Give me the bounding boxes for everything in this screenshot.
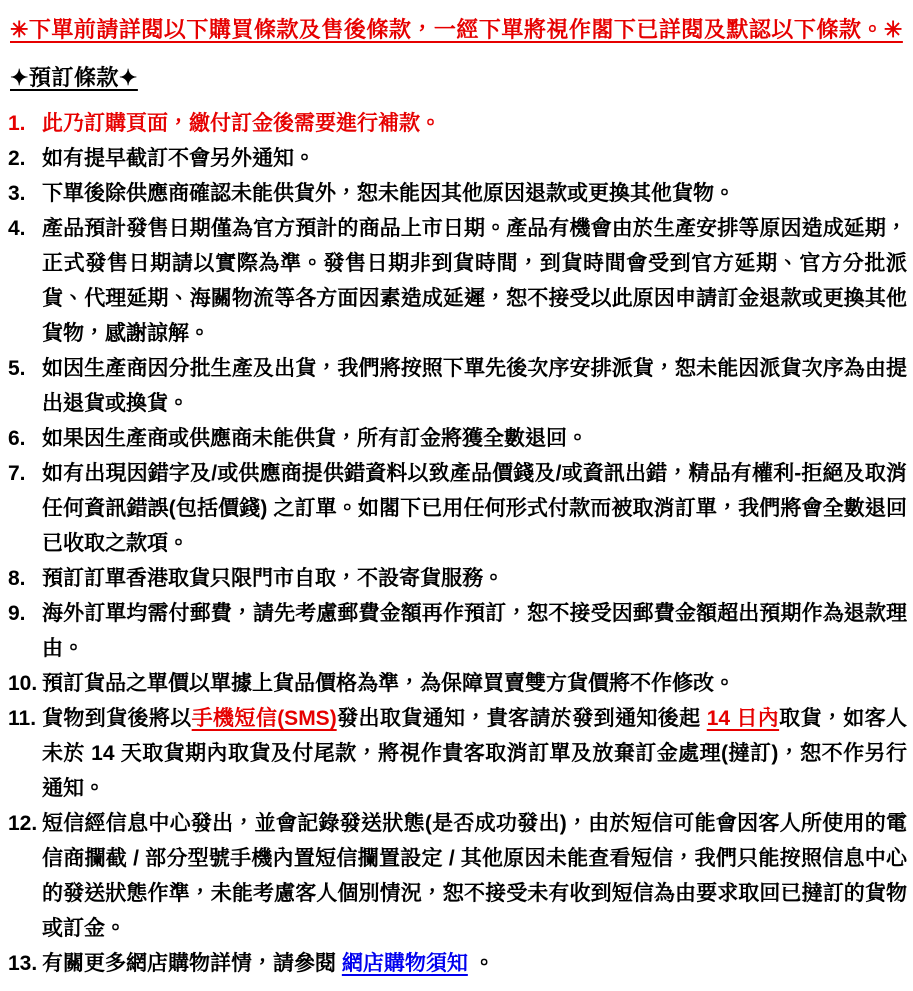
term-text-segment: 產品預計發售日期僅為官方預計的商品上市日期。產品有機會由於生產安排等原因造成延期，正式發售日期請以實際為準。發售日期非到貨時間，到貨時間會受到官方延期、官方分批派貨、代理延期、海關物流等各方面因素造成延遲，恕不接受以此原因申請訂金退款或更換其他貨物，感謝諒解。 [42, 217, 907, 345]
term-item [8, 351, 907, 421]
term-item [8, 141, 907, 176]
term-number: 12. [8, 812, 38, 835]
term-text-segment: 貨物到貨後將以 [42, 707, 192, 730]
term-text [42, 946, 907, 981]
term-number: 13. [8, 952, 38, 975]
term-text [42, 421, 907, 456]
term-text [42, 211, 907, 351]
term-item [8, 806, 907, 946]
term-text-segment: 預訂貨品之單價以單據上貨品價格為準，為保障買賣雙方貨價將不作修改。 [42, 672, 735, 695]
term-text-segment: 有關更多網店購物詳情，請參閱 [42, 952, 342, 975]
term-text-segment: 海外訂單均需付郵費，請先考慮郵費金額再作預訂，恕不接受因郵費金額超出預期作為退款理由。 [42, 602, 907, 660]
section-title-preorder-terms: ✦預訂條款✦ [10, 65, 138, 90]
term-item [8, 421, 907, 456]
term-item [8, 666, 907, 701]
term-number: 4. [8, 217, 26, 240]
term-number: 9. [8, 602, 26, 625]
term-text [42, 176, 907, 211]
term-item [8, 561, 907, 596]
term-text [42, 141, 907, 176]
term-item [8, 211, 907, 351]
term-number: 6. [8, 427, 26, 450]
term-text-segment: 取貨，如客人未於 14 天取貨期內取貨及付尾款，將視作貴客取消訂單及放棄訂金處理(撻訂)，恕不作另行通知。 [42, 707, 907, 800]
term-text [42, 561, 907, 596]
term-text [42, 106, 907, 141]
term-text-segment: 發出取貨通知，貴客請於發到通知後起 [336, 707, 707, 730]
term-number: 2. [8, 147, 26, 170]
term-text-segment: 14 日內 [706, 707, 780, 730]
term-number: 10. [8, 672, 38, 695]
term-text-segment: 下單後除供應商確認未能供貨外，恕未能因其他原因退款或更換其他貨物。 [42, 182, 735, 205]
term-text [42, 456, 907, 561]
term-text-segment: 如因生產商因分批生產及出貨，我們將按照下單先後次序安排派貨，恕未能因派貨次序為由提出退貨或換貨。 [42, 357, 907, 415]
term-text-segment: 預訂訂單香港取貨只限門市自取，不設寄貨服務。 [42, 567, 504, 590]
term-text-segment: 如有出現因錯字及/或供應商提供錯資料以致產品價錢及/或資訊出錯，精品有權利-拒絕及取消任何資訊錯誤(包括價錢) 之訂單。如閣下已用任何形式付款而被取消訂單，我們將會全數退回已收取之款項。 [42, 462, 907, 555]
term-item [8, 176, 907, 211]
term-text [42, 666, 907, 701]
term-text [42, 806, 907, 946]
term-number: 3. [8, 182, 26, 205]
term-text-segment: 此乃訂購頁面，繳付訂金後需要進行補款。 [42, 112, 441, 135]
term-number: 11. [8, 707, 37, 730]
term-item [8, 456, 907, 561]
term-text [42, 701, 907, 806]
term-number: 1. [8, 112, 26, 135]
term-item [8, 596, 907, 666]
terms-list [8, 106, 907, 981]
term-text-segment: 短信經信息中心發出，並會記錄發送狀態(是否成功發出)，由於短信可能會因客人所使用的電信商攔截 / 部分型號手機內置短信攔置設定 / 其他原因未能查看短信，我們只能按照信息中心的發送狀態作準，未能考慮客人個別情況，恕不接受未有收到短信為由要求取回已撻訂的貨物或訂金。 [42, 812, 907, 940]
term-item [8, 701, 907, 806]
term-text-segment: 如果因生產商或供應商未能供貨，所有訂金將獲全數退回。 [42, 427, 588, 450]
term-number: 5. [8, 357, 26, 380]
term-text [42, 351, 907, 421]
term-number: 8. [8, 567, 26, 590]
purchase-warning-banner: ✳下單前請詳閱以下購買條款及售後條款，一經下單將視作閣下已詳閱及默認以下條款。✳ [10, 17, 903, 42]
term-number: 7. [8, 462, 26, 485]
term-text-segment: 。 [467, 952, 495, 975]
term-text-segment: 手機短信(SMS) [191, 707, 337, 730]
term-item [8, 106, 907, 141]
term-text [42, 596, 907, 666]
term-item [8, 946, 907, 981]
store-shopping-guide-link[interactable]: 網店購物須知 [341, 952, 468, 975]
term-text-segment: 如有提早截訂不會另外通知。 [42, 147, 315, 170]
